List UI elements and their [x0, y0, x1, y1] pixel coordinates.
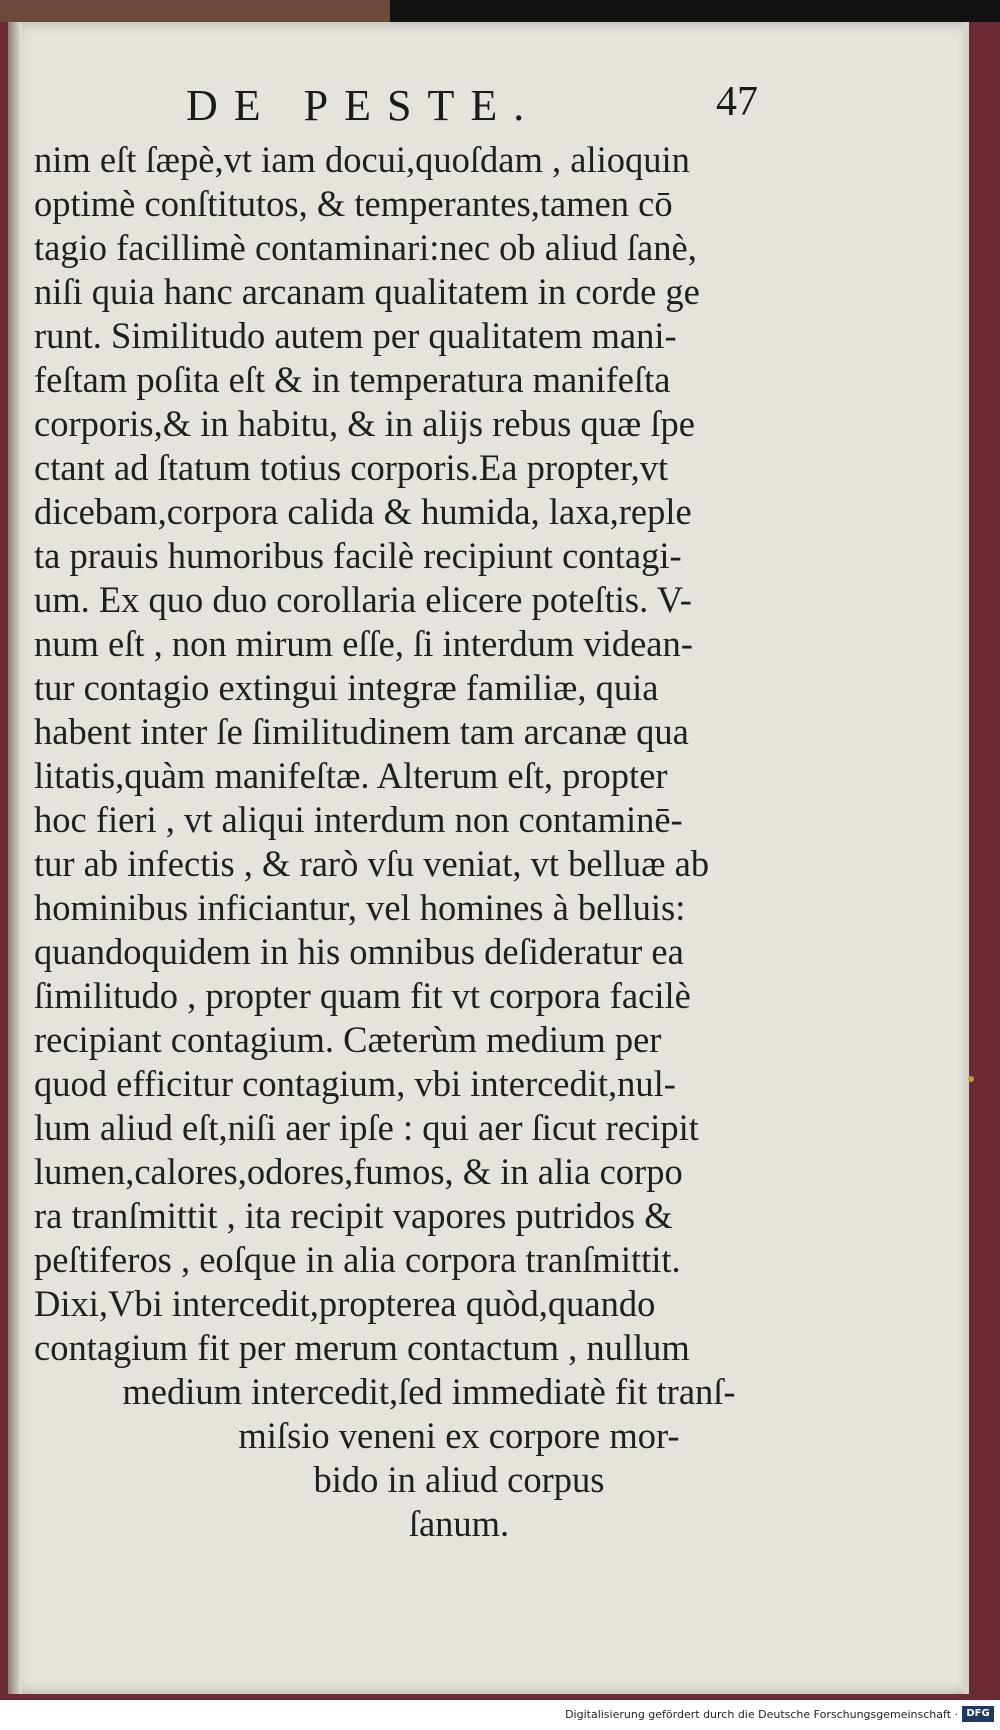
text-line: contagium fit per merum contactum , nullum: [34, 1327, 690, 1368]
text-line: ſimilitudo , propter quam fit vt corpora facilè: [34, 975, 691, 1016]
text-line: feſtam poſita eſt & in temperatura manifeſta: [34, 359, 671, 400]
text-line: dicebam,corpora calida & humida, laxa,reple: [34, 491, 692, 532]
text-line: optimè conſtitutos, & temperantes,tamen cō: [34, 183, 673, 224]
text-line: ſanum.: [408, 1503, 510, 1544]
book-page: [8, 22, 969, 1694]
text-line: litatis,quàm manifeſtæ. Alterum eſt, propter: [34, 755, 668, 796]
text-line: bido in aliud corpus: [313, 1459, 605, 1500]
text-line: ctant ad ſtatum totius corporis.Ea propter,vt: [34, 447, 669, 488]
body-text: [34, 138, 784, 1546]
text-line: habent inter ſe ſimilitudinem tam arcanæ qua: [34, 711, 689, 752]
text-line: corporis,& in habitu, & in alijs rebus quæ ſpe: [34, 403, 695, 444]
funding-credit: Digitalisierung gefördert durch die Deutsche Forschungsgemeinschaft ·: [565, 1708, 958, 1721]
footer: [0, 1700, 1000, 1730]
page-number: 47: [716, 79, 758, 125]
text-line: tur contagio extingui integræ familiæ, quia: [34, 667, 659, 708]
text-line: ra tranſmittit , ita recipit vapores putridos &: [34, 1195, 673, 1236]
text-line: peſtiferos , eoſque in alia corpora tranſmittit.: [34, 1239, 681, 1280]
text-line: tur ab infectis , & rarò vſu veniat, vt belluæ ab: [34, 843, 710, 884]
closing-lines: [34, 1370, 784, 1546]
text-line: hominibus inficiantur, vel homines à belluis:: [34, 887, 686, 928]
text-line: hoc fieri , vt aliqui interdum non contaminē-: [34, 799, 683, 840]
top-edge-strip: [0, 0, 390, 22]
edge-mark: [968, 1076, 974, 1082]
running-title: DE PESTE.: [186, 81, 541, 130]
text-line: tagio facillimè contaminari:nec ob aliud ſanè,: [34, 227, 697, 268]
text-line: runt. Similitudo autem per qualitatem mani-: [34, 315, 677, 356]
text-line: um. Ex quo duo corollaria elicere poteſtis. V-: [34, 579, 692, 620]
text-line: quod efficitur contagium, vbi intercedit,nul-: [34, 1063, 676, 1104]
dfg-logo: DFG: [962, 1706, 994, 1722]
text-line: lumen,calores,odores,fumos, & in alia corpo: [34, 1151, 683, 1192]
text-line: lum aliud eſt,niſi aer ipſe : qui aer ſicut recipit: [34, 1107, 699, 1148]
text-line: nim eſt ſæpè,vt iam docui,quoſdam , alioquin: [34, 139, 690, 180]
text-line: recipiant contagium. Cæterùm medium per: [34, 1019, 662, 1060]
text-line: niſi quia hanc arcanam qualitatem in corde ge: [34, 271, 700, 312]
text-line: num eſt , non mirum eſſe, ſi interdum videan-: [34, 623, 693, 664]
text-line: miſsio veneni ex corpore mor-: [238, 1415, 680, 1456]
text-line: medium intercedit,ſed immediatè fit tranſ-: [122, 1371, 736, 1412]
text-line: ta prauis humoribus facilè recipiunt contagi-: [34, 535, 682, 576]
text-line: Dixi,Vbi intercedit,propterea quòd,quando: [34, 1283, 656, 1324]
text-line: quandoquidem in his omnibus deſideratur ea: [34, 931, 684, 972]
page-gutter: [8, 22, 22, 1694]
top-edge: [0, 0, 1000, 22]
